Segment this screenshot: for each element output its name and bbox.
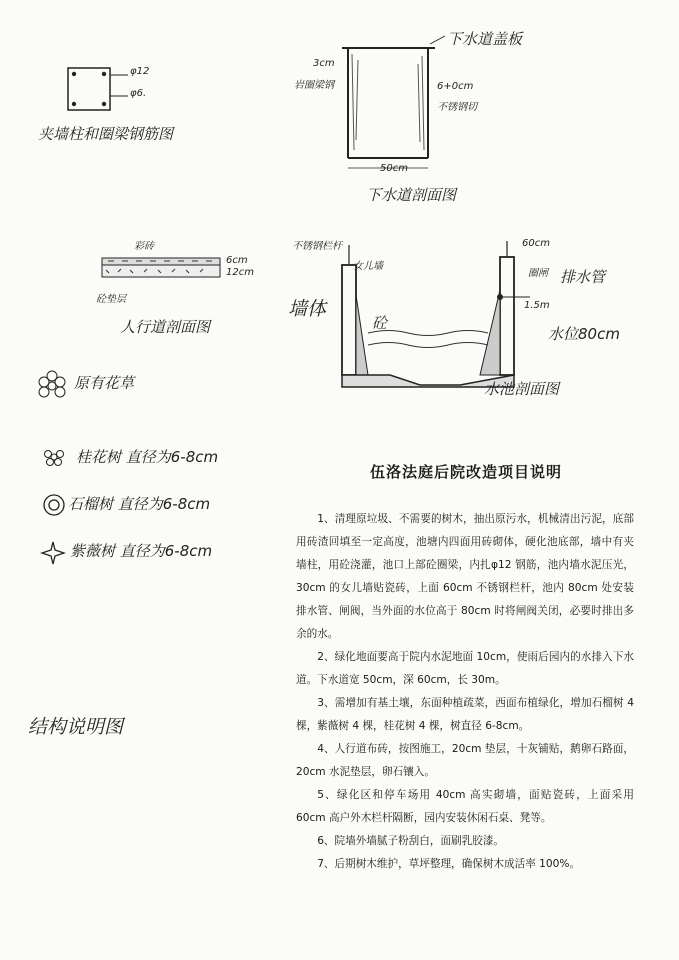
sewer-section-sketch bbox=[330, 30, 450, 175]
pool-caption: 水池剖面图 bbox=[484, 380, 560, 398]
column-beam-caption: 夹墙柱和圈梁钢筋图 bbox=[38, 125, 174, 143]
sidewalk-caption: 人行道剖面图 bbox=[120, 318, 211, 336]
legend-crape-myrtle: 紫薇树 直径为6-8cm bbox=[70, 542, 213, 560]
stirrup-label: φ6. bbox=[130, 88, 147, 99]
paragraph-6: 6、院墙外墙腻子粉刮白，面刷乳胶漆。 bbox=[317, 835, 505, 847]
sidewalk-top-label: 彩砖 bbox=[134, 241, 154, 252]
paragraph-2: 2、绿化地面要高于院内水泥地面 10cm，使雨后园内的水排入下水道。下水道宽 50cm，深 60cm，长 30m。 bbox=[296, 651, 634, 686]
sewer-wall-label: 不锈钢切 bbox=[437, 102, 477, 113]
sewer-caption: 下水道剖面图 bbox=[366, 186, 457, 204]
sidewalk-section-sketch bbox=[100, 250, 230, 290]
sidewalk-base-label: 砼垫层 bbox=[96, 294, 126, 305]
flower-icon bbox=[34, 370, 70, 402]
pool-height-label: 60cm bbox=[522, 238, 550, 249]
document-body bbox=[296, 508, 634, 876]
legend-pomegranate: 石榴树 直径为6-8cm bbox=[68, 495, 211, 513]
pool-ring-label: 圈闸 bbox=[528, 268, 548, 279]
osmanthus-icon bbox=[42, 446, 66, 468]
structure-caption: 结构说明图 bbox=[28, 716, 124, 738]
sewer-width-label: 50cm bbox=[380, 163, 408, 174]
document-title: 伍洛法庭后院改造项目说明 bbox=[369, 463, 562, 481]
pool-wall-label: 墙体 bbox=[288, 298, 327, 320]
paragraph-4: 4、人行道布砖，按图施工，20cm 垫层，十灰铺贴，鹅卵石路面，20cm 水泥垫层，卵石镶入。 bbox=[296, 743, 634, 778]
sewer-top-label: 3cm bbox=[313, 58, 335, 69]
legend-osmanthus: 桂花树 直径为6-8cm bbox=[76, 448, 219, 466]
sidewalk-thickness-2: 12cm bbox=[226, 267, 254, 278]
paragraph-1: 1、清理原垃圾、不需要的树木，抽出原污水，机械清出污泥，底部用砖渣回填至一定高度，池塘内四面用砖砌体，硬化池底部，墙中有夹墙柱，用砼浇灌，池口上部砼圈梁，内扎φ12 钢筋，池内墙水泥压光，30cm 的女儿墙贴瓷砖，上面 60cm 不锈钢栏杆，池内 80cm 处安装排水管、闸阀，当外面的水位高于 80cm 时将闸阀关闭，必要时排出多余的水。 bbox=[296, 513, 634, 640]
pool-water-level-label: 水位80cm bbox=[548, 325, 620, 343]
sidewalk-thickness-1: 6cm bbox=[226, 255, 248, 266]
legend-existing-flowers: 原有花草 bbox=[74, 374, 135, 392]
pool-rail-label: 不锈钢栏杆 bbox=[292, 241, 342, 252]
sewer-ring-label: 岩圈梁钢 bbox=[294, 80, 334, 91]
pool-concrete-label: 砼 bbox=[372, 314, 388, 332]
paragraph-5: 5、绿化区和停车场用 40cm 高实砌墙，面贴瓷砖，上面采用 60cm 高户外木栏杆隔断，园内安装休闲石桌、凳等。 bbox=[296, 789, 634, 824]
pomegranate-icon bbox=[42, 492, 66, 518]
main-bar-label: φ12 bbox=[130, 66, 150, 77]
pool-drain-label: 排水管 bbox=[560, 268, 606, 286]
pool-wall-tile-label: 女儿墙 bbox=[353, 261, 383, 272]
pool-drain-height: 1.5m bbox=[524, 300, 550, 311]
sewer-cover-label: 下水道盖板 bbox=[447, 30, 523, 48]
sewer-depth-label: 6+0cm bbox=[437, 81, 474, 92]
crape-myrtle-icon bbox=[40, 540, 66, 566]
paragraph-7: 7、后期树木维护，草坪整理，确保树木成活率 100%。 bbox=[317, 858, 581, 870]
paragraph-3: 3、需增加有基土壤，东面种植疏菜，西面布植绿化，增加石榴树 4 棵，紫薇树 4 棵，桂花树 4 棵，树直径 6-8cm。 bbox=[296, 697, 634, 732]
